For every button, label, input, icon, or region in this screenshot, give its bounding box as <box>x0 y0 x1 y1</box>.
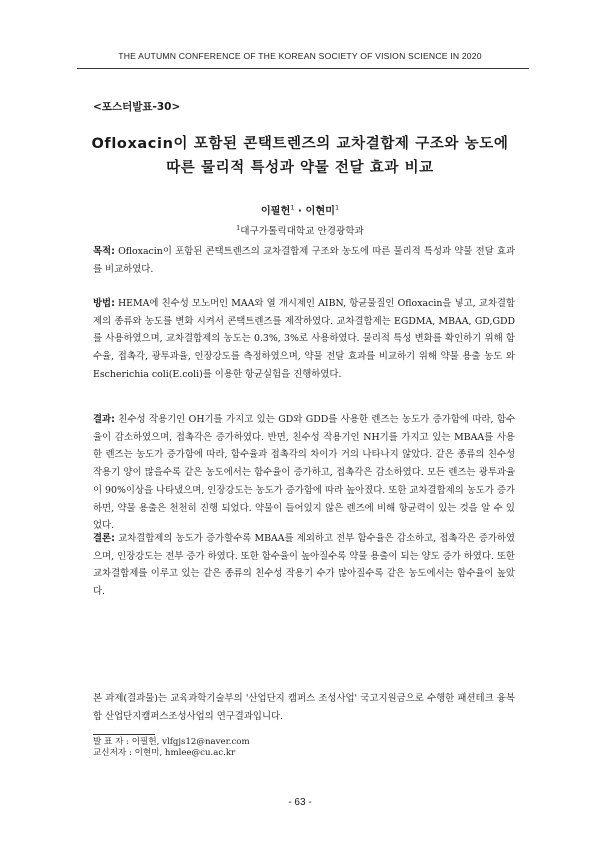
affiliation-sup: 1 <box>236 223 241 232</box>
conclusion-paragraph <box>93 530 515 601</box>
author-list <box>0 202 600 217</box>
funding-acknowledgement: 본 과제(결과물)는 교육과학기술부의 '산업단지 캠퍼스 조성사업' 국고지원금으로 수행한 패션테크 융복합 산업단지캠퍼스조성사업의 연구결과입니다. <box>93 693 515 722</box>
session-tag: <포스터발표-30> <box>93 101 181 113</box>
author-affil-sup: 1 <box>290 203 295 212</box>
purpose-label: 목적: <box>93 246 115 257</box>
method-label: 방법: <box>93 298 115 309</box>
conclusion-text: 교차결합제의 농도가 증가할수록 MBAA를 제외하고 전부 함수율은 감소하고, 접촉각은 증가하였으며, 인장강도는 전부 증가 하였다. 또한 함수율이 높아질수록 약물 용출이 되는 양도 증가 하였다. 또한 교차결합제를 이루고 있는 같은 종류의 친수성 작용기 수가 많아질수록 같은 농도에서는 함수율이 높았다. <box>93 533 515 598</box>
affiliation <box>0 223 600 237</box>
header-divider <box>77 68 529 69</box>
conclusion-label: 결론: <box>93 533 115 544</box>
result-paragraph <box>93 411 515 535</box>
footnote-divider <box>93 734 155 735</box>
author-affil-sup: 1 <box>335 203 340 212</box>
conference-header: THE AUTUMN CONFERENCE OF THE KOREAN SOCIETY OF VISION SCIENCE IN 2020 <box>118 51 482 61</box>
method-text: HEMA에 친수성 모노머인 MAA와 열 개시제인 AIBN, 항균물질인 Ofloxacin을 넣고, 교차결합제의 종류와 농도를 변화 시켜서 콘택트렌즈를 제작하였다. 교차결합제는 EGDMA, MBAA, GD,GDD를 사용하였으며, 교차결합제의 농도는 0.3%, 3%로 사용하였다. 물리적 특성 변화를 확인하기 위해 함수율, 접촉각, 광투과율, 인장강도를 측정하였으며, 약물 전달 효과를 비교하기 위해 약물 용출 농도 와 Escherichia coli(E.coli)를 이용한 항균실험을 진행하였다. <box>93 298 515 380</box>
author-name: 이필헌 <box>260 206 291 217</box>
method-paragraph <box>93 295 515 384</box>
result-text: 친수성 작용기인 OH기를 가지고 있는 GD와 GDD를 사용한 렌즈는 농도가 증가함에 따라, 함수율이 감소하였으며, 접촉각은 증가하였다. 반면, 친수성 작용기인 NH기를 가지고 있는 MBAA를 사용한 렌즈는 농도가 증가함에 따라, 함수율과 접촉각의 차이가 거의 나타나지 않았다. 같은 종류의 친수성 작용기 양이 많을수록 같은 농도에서는 함수율이 증가하고, 접촉각은 감소하였다. 모든 렌즈는 광투과율이 90%이상을 나타냈으며, 인장강도는 농도가 증가함에 따라 높아졌다. 또한 교차결합제의 농도가 증가하면, 약물 용출은 천천히 진행 되었다. 약물이 들어있지 않은 렌즈에 비해 항균력이 있는 것을 알 수 있었다. <box>93 414 515 532</box>
affiliation-text: 대구가톨릭대학교 안경광학과 <box>240 226 364 237</box>
corresponding-author-footnote: 교신저자 : 이현미, hmlee@cu.ac.kr <box>93 748 236 758</box>
author-name: 이현미 <box>305 206 336 217</box>
presenter-footnote: 발 표 자 : 이필헌, vlfgjs12@naver.com <box>93 737 250 747</box>
purpose-text: Ofloxacin이 포함된 콘택트렌즈의 교차결합제 구조와 농도에 따른 물리적 특성과 약물 전달 효과를 비교하였다. <box>93 246 515 275</box>
title-line-2: 따른 물리적 특성과 약물 전달 효과 비교 <box>166 160 434 176</box>
result-label: 결과: <box>93 414 115 425</box>
author-separator: · <box>294 206 306 217</box>
page-number: - 63 - <box>288 797 312 808</box>
title-line-1: Ofloxacin이 포함된 콘택트렌즈의 교차결합제 구조와 농도에 <box>91 136 509 152</box>
purpose-paragraph <box>93 243 515 278</box>
